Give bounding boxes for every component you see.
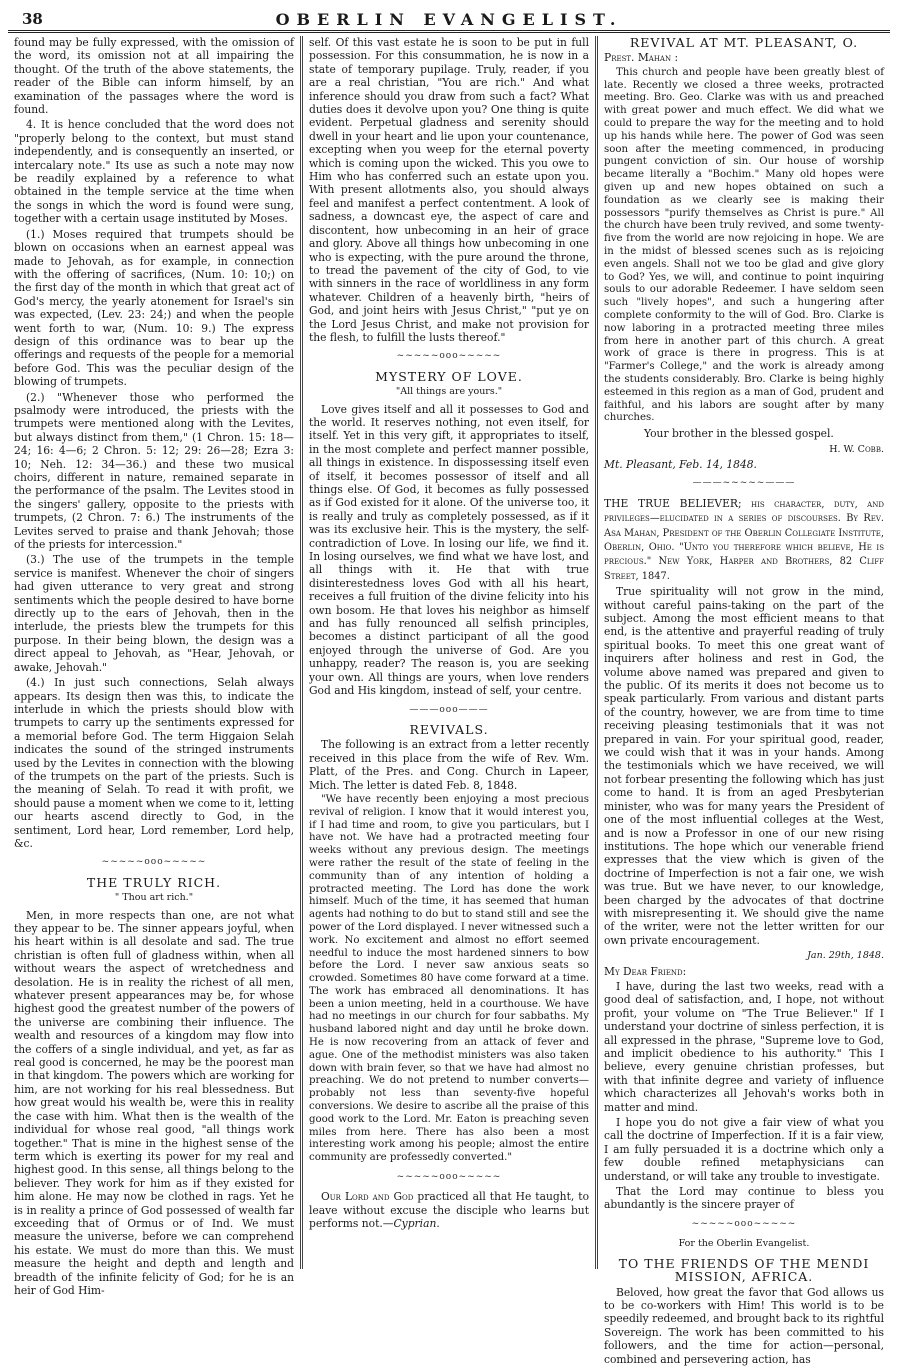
- paragraph: (1.) Moses required that trumpets should be blown on occasions when an earnest appeal was made to Jehovah, as for example, in connection with the offering of sacrifices, (Num. 10: 10;) on the first day of the month in which that great act of God's mercy, the yearly atonement for Israel's sin was expected, (Lev. 23: 24;) and when the people went forth to war, (Num. 10: 9.) The express design of this ordinance was to bear up the offerings and requests of the people for a memorial before God. This was the peculiar design of the blowing of trumpets.: [14, 227, 294, 389]
- article-epigraph: "All things are yours.": [395, 386, 503, 398]
- paragraph: self. Of this vast estate he is soon to be put in full possession. For this consummation, he is now in a state of temporary pupilage. Truly, reader, if you are a real christian, "You are rich." And what inference should you draw from such a fact? What duties does it devolve upon you? One thing is quite evident. Perpetual gladness and serenity should dwell in your heart and lie upon your countenance, excepting when you weep for the eternal poverty which is coming upon the wicked. This you owe to Him who has conferred such an estate upon you. With present allotments also, you should always feel and manifest a perfect contentment. A look of sadness, a downcast eye, the aspect of care and discontent, how unbecoming in an heir of grace and glory. Above all things how unbecoming in one who is expecting, with the pure around the throne, to tread the pavement of the city of God, to vie with sinners in the race of worldliness in any form whatever. Children of a heavenly birth, "heirs of God, and joint heirs with Jesus Christ," "put ye on the Lord Jesus Christ, and make not provision for the flesh, to fulfill the lusts thereof.": [309, 36, 589, 344]
- letter-salutation: Prest. Mahan :: [604, 51, 679, 65]
- paragraph: I have, during the last two weeks, read with a good deal of satisfaction, and, I hope, not without profit, your volume on "The True Believer." If I understand your doctrine of sinless perfection, it is all expressed in the phrase, "Supreme love to God, and implicit obedience to his authority." This I believe, every genuine christian professes, but with that infinite degree and variety of influence which characterizes all Jehovah's works both in matter and mind.: [604, 979, 884, 1114]
- paragraph: found may be fully expressed, with the omission of the word, its omission not at all impairing the thought. Of the truth of the above statements, the reader of the Bible can inform himself, by an examination of the passages where the word is found.: [14, 36, 294, 117]
- column-1: [8, 36, 300, 1297]
- paragraph: Men, in more respects than one, are not what they appear to be. The sinner appears joyful, when his heart within is all desolate and sad. The true christian is often full of gladness within, when all without wears the aspect of wretchedness and desolation. He is in reality the richest of all men, whatever present appearances may be, for whose highest good the greatest number of the powers of the universe are combining their influence. The wealth and resources of a kingdom may flow into the coffers of a single individual, and yet, as far as real good is concerned, he may be the poorest man in that kingdom. The powers which are working for him, are not working for his real blessedness. But how great would his wealth be, were this in reality the case with him. What then is the wealth of the individual for whose real good, "all things work together." That is mine in the highest sense of the term which is exerting its power for my real and highest good. In this sense, all things belong to the believer. They work for him as if they existed for him alone. He may now be clothed in rags. Yet he is in reality a prince of God possessed of wealth far exceeding that of Ormus or of Ind. We must measure the universe, before we can comprehend his estate. We must do more than this. We must measure the height and depth and length and breadth of the infinite felicity of God; for he is an heir of God Him-: [14, 908, 294, 1297]
- masthead: [8, 8, 890, 33]
- paragraph: This church and people have been greatly blest of late. Recently we closed a three weeks, protracted meeting. Bro. Geo. Clarke was with us and preached with great power and much effect. We did what we could to prepare the way for the meeting and to hold up his hands while here. The power of God was seen soon after the meeting commenced, in producing pungent conviction of sin. Our house of worship became literally a "Bochim." Many old hopes were given up and new hopes obtained on such a foundation as we clearly see is making their possessors "purify themselves as Christ is pure." All the church have been truly revived, and some twenty-five from the world are now rejoicing in hope. We are in the midst of blessed scenes such as is rejoicing even angels. Shall not we too be glad and give glory to God? Yes, we will, and continue to point inquiring souls to our adorable Redeemer. I have seldom seen such "lively hopes", and such a hungering after complete conformity to the will of God. Bro. Clarke is now laboring in a protracted meeting three miles from here in another part of this church. A great work of grace is there in progress. This is at "Farmer's College," and the work is already among the students considerably. Bro. Clarke is being highly esteemed in this region as a man of God, prudent and faithful, and his labors are sought after by many churches.: [604, 66, 884, 424]
- article-title-mt-pleasant: REVIVAL AT MT. PLEASANT, O.: [629, 35, 859, 50]
- article-epigraph: " Thou art rich.": [114, 892, 194, 904]
- columns: [8, 35, 890, 1366]
- letter-salutation: My Dear Friend:: [604, 964, 687, 978]
- section-ornament: ———~~~~~———: [692, 478, 796, 489]
- section-ornament: ~~~~~ooo~~~~~: [691, 1218, 797, 1229]
- section-ornament: ———ooo———: [409, 704, 489, 715]
- letter-extract: "We have recently been enjoying a most precious revival of religion. I know that it would interest you, if I had time and room, to give you particulars, but I have not. We have had a protracted meeting four weeks without any previous design. The meetings were rather the result of the state of feeling in the community than of any intention of holding a protracted meeting. The Lord has done the work himself. Much of the time, it has seemed that human agents had nothing to do but to stand still and see the power of the Lord displayed. I never witnessed such a work. No excitement and almost no effort seemed needful to induce the most hardened sinners to bow before the Lord. I never saw anxious seats so crowded. Sometimes 80 have come forward at a time. The work has embraced all denominations. It has been a union meeting, held in a courthouse. We have had no meetings in our church for four sabbaths. My husband labored night and day until he broke down. He is now recovering from an attack of fever and ague. One of the methodist ministers was also taken down with brain fever, so that we have had almost no preaching. We do not pretend to number converts—probably not less than seventy-five hopeful conversions. We desire to ascribe all the praise of this good work to the Lord. Mr. Eaton is preaching seven miles from here. There has also been a most interesting work among his people; almost the entire community are professedly converted.": [309, 793, 589, 1164]
- paragraph: The following is an extract from a letter recently received in this place from the wife of Rev. Wm. Platt, of the Pres. and Cong. Church in Lapeer, Mich. The letter is dated Feb. 8, 1848.: [309, 738, 589, 792]
- book-title: THE TRUE BELIEVER;: [604, 496, 742, 510]
- paragraph: (4.) In just such connections, Selah always appears. Its design then was this, to indicate the interlude in which the priests should blow with trumpets to carry up the sentiments expressed for a memorial before God. The term Higgaion Selah indicates the sound of the stringed instruments used by the Levites in connection with the blowing of the trumpets on the part of the priests. Such is the meaning of Selah. To read it with profit, we should pause a moment when we come to it, letting our hearts ascend directly to God, in the sentiment, Lord hear, Lord remember, Lord help, &c.: [14, 676, 294, 850]
- section-ornament: ~~~~~ooo~~~~~: [101, 857, 207, 868]
- source-line: For the Oberlin Evangelist.: [678, 1238, 810, 1250]
- article-title-mendi-mission: TO THE FRIENDS OF THE MENDI MISSION, AFRICA.: [618, 1255, 870, 1285]
- cyprian-quote: [309, 1190, 589, 1230]
- letter-date: Jan. 29th, 1848.: [807, 950, 884, 962]
- article-title-mystery-of-love: MYSTERY OF LOVE.: [375, 368, 523, 384]
- letter-place-date: Mt. Pleasant, Feb. 14, 1848.: [604, 457, 757, 471]
- paragraph: (3.) The use of the trumpets in the temple service is manifest. Whenever the choir of singers had given utterance to very great and strong sentiments which the people desired to have borne directly up to the ears of Jehovah, then in the interlude, the priests blew the trumpets for this purpose. In their being blown, the design was a direct appeal to Jehovah, as "Hear, Jehovah, or awake, Jehovah.": [14, 553, 294, 674]
- letter-signature: H. W. Cobb.: [829, 443, 884, 455]
- column-3: [595, 35, 890, 1366]
- newspaper-title: OBERLIN EVANGELIST.: [275, 10, 623, 29]
- paragraph: True spirituality will not grow in the mind, without careful pains-taking on the part of the subject. Among the most efficient means to that end, is the attentive and prayerful reading of truly spiritual books. To meet this one great want of inquirers after holiness and rest in God, the volume above named was prepared and given to the public. Of its merits it does not become us to speak particularly. From various and distant parts of the country, however, we are from time to time receiving pleasing testimonials that it was not prepared in vain. For your spiritual good, reader, we could wish that it was in your hands. Among the testimonials which we have received, we will not forbear presenting the following which has just come to hand. It is from an aged Presbyterian minister, who was for many years the President of one of the most influential colleges at the West, and is now a Professor in one of our new rising institutions. The hope which our venerable friend expresses that the view which is given of the doctrine of Imperfection is not a fair one, we wish was true. But we have never, to our knowledge, been charged by the advocates of that doctrine with misrepresenting it. We should give the name of the writer, were not the letter written for our own private encouragement.: [604, 585, 884, 947]
- column-2: [300, 36, 595, 1269]
- quote-text: practiced all that He taught, to leave without excuse the disciple who learns but performs not.—: [309, 1190, 590, 1231]
- page-number: 38: [22, 10, 43, 28]
- section-ornament: ~~~~~ooo~~~~~: [396, 1172, 502, 1183]
- paragraph: (2.) "Whenever those who performed the psalmody were introduced, the priests with the trumpets were mentioned along with the Levites, but always distinct from them," (1 Chron. 15: 18—24; 16: 4—6; 2 Chron. 5: 12; 29: 26—28; Ezra 3: 10; Neh. 12: 34—36.) and these two musical choirs, different in nature, remained separate in the performance of the psalm. The Levites stood in the singers' gallery, opposite to the priests with trumpets, (2 Chron. 7: 6.) The instruments of the Levites served to praise and thank Jehovah; those of the priests for intercession.": [14, 390, 294, 552]
- book-details: his character, duty, and privileges—elucidated in a series of discourses. By Rev. Asa Mahan, President of the Oberlin Collegiate Institute, Oberlin, Ohio. "Unto you therefore which believe, He is precious." New York, Harper and Brothers, 82 Cliff Street, 1847.: [604, 498, 884, 582]
- paragraph: Beloved, how great the favor that God allows us to be co-workers with Him! This world is to be speedily redeemed, and brought back to its rightful Sovereign. The work has been committed to his followers, and the time for action—personal, combined and persevering action, has: [604, 1285, 884, 1366]
- quote-lead: Our Lord and God: [321, 1190, 414, 1204]
- paragraph: I hope you do not give a fair view of what you call the doctrine of Imperfection. If it is a fair view, I am fully persuaded it is a doctrine which only a few double refined metaphysicians can understand, or will take any trouble to investigate.: [604, 1116, 884, 1183]
- letter-closing: Your brother in the blessed gospel.: [644, 427, 834, 441]
- paragraph: That the Lord may continue to bless you abundantly is the sincere prayer of: [604, 1185, 884, 1212]
- paragraph: 4. It is hence concluded that the word does not "properly belong to the context, but must stand independently, and is consequently an inserted, or intercalary note." Its use as such a note may now be readily explained by a reference to what obtained in the temple service at the time when the songs in which the word is found were sung, together with a certain usage instituted by Moses.: [14, 118, 294, 226]
- article-title-revivals: REVIVALS.: [409, 721, 489, 737]
- paragraph: Love gives itself and all it possesses to God and the world. It reserves nothing, not even itself, for itself. Yet in this very gift, it appropriates to itself, in the most complete and perfect manner possible, all things in existence. In dispossessing itself even of itself, it becomes possessor of itself and all things else. Of God, it becomes as fully possessed as if God existed for it alone. Of the universe too, it is really and truly as completely possessed, as if it was its exclusive heir. This is the mystery, the self-contradiction of Love. In losing our life, we find it. In losing ourselves, we find what we have lost, and all things with it. He that with true disinterestedness loves God with all his heart, receives a full fruition of the divine felicity into his own bosom. He that loves his neighbor as himself and has fully renounced all selfish principles, becomes a distinct participant of all the good enjoyed through the universe of God. Are you unhappy, reader? The reason is, you are seeking your own. All things are yours, when love renders God and His kingdom, instead of self, your centre.: [309, 402, 589, 698]
- quote-source: Cyprian.: [393, 1217, 440, 1231]
- section-ornament: ~~~~~ooo~~~~~: [396, 351, 502, 362]
- book-notice-heading: [604, 497, 884, 583]
- article-title-truly-rich: THE TRULY RICH.: [86, 874, 222, 890]
